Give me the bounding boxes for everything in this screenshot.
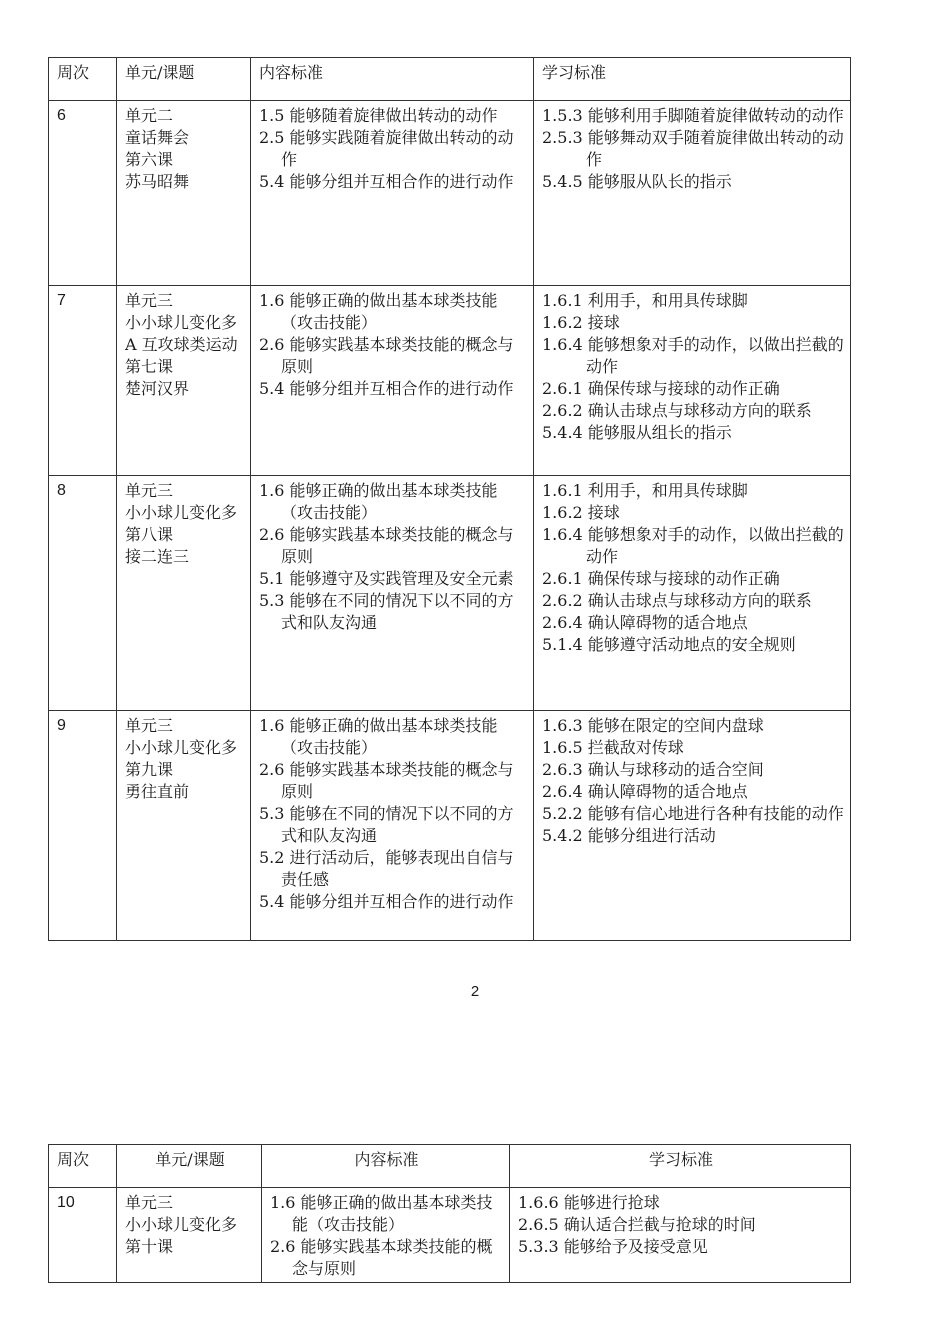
- unit-line: 单元三: [125, 1193, 174, 1212]
- unit-cell: [117, 286, 251, 476]
- header-content: 内容标准: [262, 1145, 510, 1188]
- unit-cell: [117, 1188, 262, 1283]
- learning-cell: [534, 286, 851, 476]
- learning-item: 1.6.2 接球: [542, 313, 620, 332]
- unit-line: 单元二: [125, 106, 174, 125]
- learning-item: 1.6.4 能够想象对手的动作，以做出拦截的动作: [542, 335, 844, 376]
- header-unit: 单元/课题: [117, 58, 251, 101]
- content-cell: [262, 1188, 510, 1283]
- learning-cell: [534, 476, 851, 711]
- learning-item: 2.6.2 确认击球点与球移动方向的联系: [542, 591, 812, 610]
- learning-item: 1.6.4 能够想象对手的动作，以做出拦截的动作: [542, 525, 844, 566]
- learning-item: 2.6.4 确认障碍物的适合地点: [542, 613, 748, 632]
- unit-line: A 互攻球类运动: [125, 335, 238, 354]
- content-cell: [251, 286, 534, 476]
- learning-item: 2.6.1 确保传球与接球的动作正确: [542, 379, 780, 398]
- learning-item: 5.1.4 能够遵守活动地点的安全规则: [542, 635, 796, 654]
- header-learning: 学习标准: [534, 58, 851, 101]
- content-item: 5.3 能够在不同的情况下以不同的方式和队友沟通: [259, 804, 514, 845]
- week-cell: 10: [49, 1188, 117, 1283]
- header-week: 周次: [49, 58, 117, 101]
- unit-line: 勇往直前: [125, 782, 190, 801]
- learning-item: 1.6.1 利用手，和用具传球脚: [542, 291, 748, 310]
- learning-item: 5.3.3 能够给予及接受意见: [518, 1237, 708, 1256]
- content-cell: [251, 476, 534, 711]
- content-item: 5.1 能够遵守及实践管理及安全元素: [259, 569, 514, 588]
- table-header-row: [49, 1145, 851, 1188]
- content-item: 1.5 能够随着旋律做出转动的动作: [259, 106, 498, 125]
- unit-line: 童话舞会: [125, 128, 190, 147]
- content-item: 1.6 能够正确的做出基本球类技能（攻击技能）: [270, 1193, 493, 1234]
- learning-item: 1.5.3 能够利用手脚随着旋律做转动的动作: [542, 106, 844, 125]
- table-row: [49, 1188, 851, 1283]
- table-header-row: [49, 58, 851, 101]
- learning-item: 2.6.5 确认适合拦截与抢球的时间: [518, 1215, 756, 1234]
- header-learning: 学习标准: [510, 1145, 851, 1188]
- content-cell: [251, 101, 534, 286]
- table-row: [49, 711, 851, 941]
- unit-line: 小小球儿变化多: [125, 1215, 238, 1234]
- content-item: 2.5 能够实践随着旋律做出转动的动作: [259, 128, 514, 169]
- unit-line: 单元三: [125, 481, 174, 500]
- unit-line: 第六课: [125, 150, 174, 169]
- content-item: 1.6 能够正确的做出基本球类技能（攻击技能）: [259, 481, 498, 522]
- unit-cell: [117, 476, 251, 711]
- learning-item: 5.2.2 能够有信心地进行各种有技能的动作: [542, 804, 844, 823]
- learning-item: 5.4.4 能够服从组长的指示: [542, 423, 732, 442]
- learning-cell: [534, 101, 851, 286]
- content-item: 5.4 能够分组并互相合作的进行动作: [259, 172, 514, 191]
- learning-item: 2.6.2 确认击球点与球移动方向的联系: [542, 401, 812, 420]
- unit-line: 第七课: [125, 357, 174, 376]
- page-number: 2: [470, 983, 480, 1000]
- unit-cell: [117, 101, 251, 286]
- content-item: 2.6 能够实践基本球类技能的概念与原则: [259, 760, 514, 801]
- unit-line: 接二连三: [125, 547, 190, 566]
- unit-line: 小小球儿变化多: [125, 313, 238, 332]
- content-cell: [251, 711, 534, 941]
- content-item: 5.3 能够在不同的情况下以不同的方式和队友沟通: [259, 591, 514, 632]
- learning-item: 1.6.1 利用手，和用具传球脚: [542, 481, 748, 500]
- learning-cell: [534, 711, 851, 941]
- unit-line: 第十课: [125, 1237, 174, 1256]
- table-row: [49, 476, 851, 711]
- week-cell: 9: [49, 711, 117, 941]
- learning-item: 2.5.3 能够舞动双手随着旋律做出转动的动作: [542, 128, 844, 169]
- table-row: [49, 286, 851, 476]
- content-item: 1.6 能够正确的做出基本球类技能（攻击技能）: [259, 716, 498, 757]
- table-row: [49, 101, 851, 286]
- unit-cell: [117, 711, 251, 941]
- curriculum-table-1: [48, 57, 851, 941]
- unit-line: 单元三: [125, 716, 174, 735]
- content-item: 5.4 能够分组并互相合作的进行动作: [259, 379, 514, 398]
- learning-item: 5.4.2 能够分组进行活动: [542, 826, 716, 845]
- learning-item: 1.6.6 能够进行抢球: [518, 1193, 660, 1212]
- header-unit: 单元/课题: [117, 1145, 262, 1188]
- content-item: 2.6 能够实践基本球类技能的概念与原则: [259, 335, 514, 376]
- header-content: 内容标准: [251, 58, 534, 101]
- learning-cell: [510, 1188, 851, 1283]
- unit-line: 第八课: [125, 525, 174, 544]
- learning-item: 2.6.3 确认与球移动的适合空间: [542, 760, 764, 779]
- unit-line: 单元三: [125, 291, 174, 310]
- learning-item: 1.6.3 能够在限定的空间内盘球: [542, 716, 764, 735]
- learning-item: 1.6.2 接球: [542, 503, 620, 522]
- content-item: 2.6 能够实践基本球类技能的概念与原则: [259, 525, 514, 566]
- content-item: 5.4 能够分组并互相合作的进行动作: [259, 892, 514, 911]
- unit-line: 苏马昭舞: [125, 172, 190, 191]
- learning-item: 2.6.4 确认障碍物的适合地点: [542, 782, 748, 801]
- header-week: 周次: [49, 1145, 117, 1188]
- week-cell: 7: [49, 286, 117, 476]
- content-item: 1.6 能够正确的做出基本球类技能（攻击技能）: [259, 291, 498, 332]
- learning-item: 1.6.5 拦截敌对传球: [542, 738, 684, 757]
- unit-line: 小小球儿变化多: [125, 503, 238, 522]
- learning-item: 5.4.5 能够服从队长的指示: [542, 172, 732, 191]
- content-item: 2.6 能够实践基本球类技能的概念与原则: [270, 1237, 493, 1278]
- unit-line: 小小球儿变化多: [125, 738, 238, 757]
- content-item: 5.2 进行活动后，能够表现出自信与责任感: [259, 848, 514, 889]
- unit-line: 楚河汉界: [125, 379, 190, 398]
- unit-line: 第九课: [125, 760, 174, 779]
- learning-item: 2.6.1 确保传球与接球的动作正确: [542, 569, 780, 588]
- week-cell: 8: [49, 476, 117, 711]
- week-cell: 6: [49, 101, 117, 286]
- curriculum-table-2: [48, 1144, 851, 1283]
